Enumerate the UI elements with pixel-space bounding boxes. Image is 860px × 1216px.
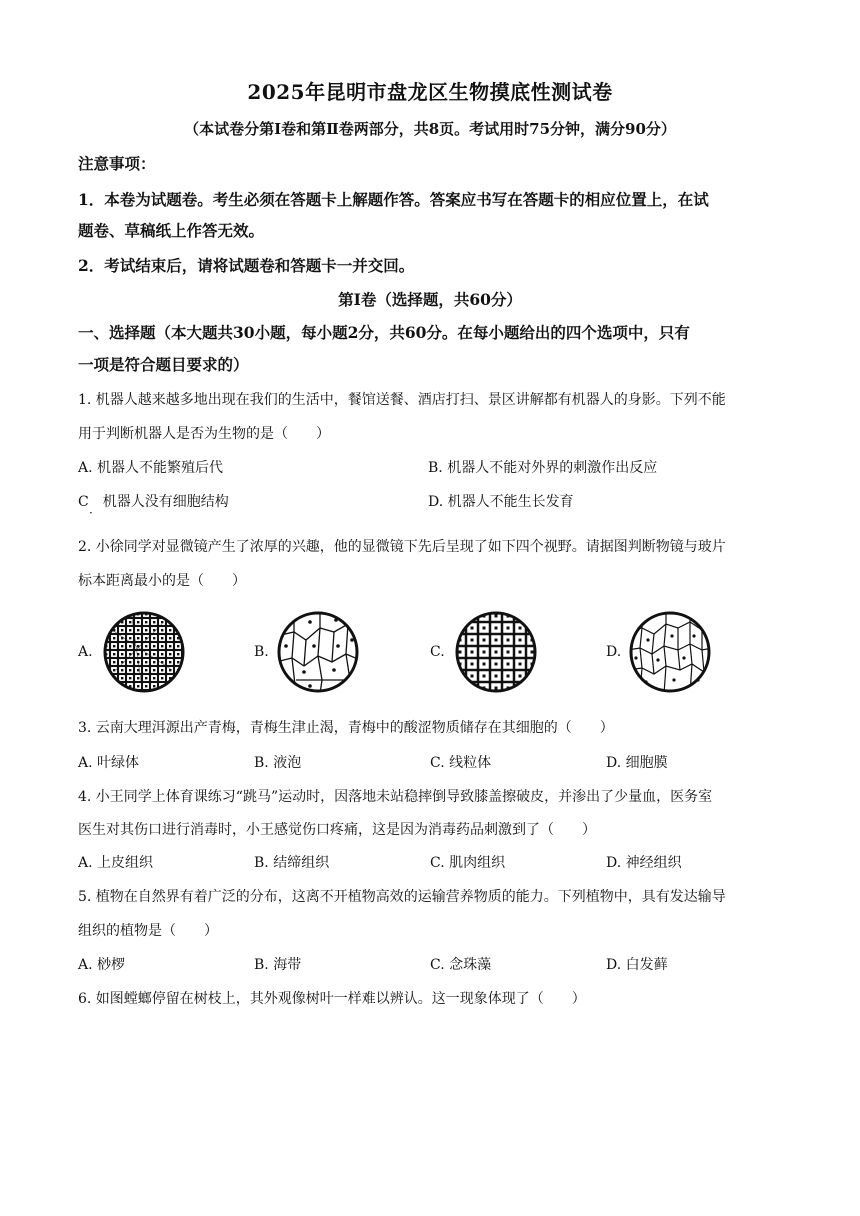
q2-stem-line-1: 2. 小徐同学对显微镜产生了浓厚的兴趣，他的显微镜下先后呈现了如下四个视野。请据图判断物镜与玻片 <box>78 539 726 555</box>
q3-option-b: B. 液泡 <box>254 755 302 771</box>
q4-option-a: A. 上皮组织 <box>78 855 154 871</box>
q1-option-c: C 机器人没有细胞结构 <box>78 494 229 510</box>
section-1-line-1: 一、选择题（本大题共30小题，每小题2分，共60分。在每小题给出的四个选项中，只有 <box>78 323 690 342</box>
notice-item-1-line-2: 题卷、草稿纸上作答无效。 <box>78 221 265 240</box>
q2-stem-line-2: 标本距离最小的是（ ） <box>78 573 246 589</box>
q5-option-b: B. 海带 <box>254 957 302 973</box>
notice-item-1-line-1: 1．本卷为试题卷。考生必须在答题卡上解题作答。答案应书写在答题卡的相应位置上，在试 <box>78 190 709 209</box>
q3-stem-line-1: 3. 云南大理洱源出产青梅，青梅生津止渴，青梅中的酸涩物质储存在其细胞的（ ） <box>78 720 614 736</box>
q1-option-a: A. 机器人不能繁殖后代 <box>78 460 224 476</box>
microscope-view-d <box>628 610 712 694</box>
q1-option-b: B. 机器人不能对外界的刺激作出反应 <box>428 460 658 476</box>
q1-option-c-dot: · <box>89 506 93 520</box>
notice-item-2: 2．考试结束后，请将试题卷和答题卡一并交回。 <box>78 256 415 275</box>
q4-option-c: C. 肌肉组织 <box>430 855 506 871</box>
microscope-view-b <box>276 610 360 694</box>
q5-stem-line-2: 组织的植物是（ ） <box>78 923 218 939</box>
q4-option-d: D. 神经组织 <box>606 855 682 871</box>
q3-option-d: D. 细胞膜 <box>606 755 668 771</box>
q5-option-a: A. 桫椤 <box>78 957 126 973</box>
q1-option-d: D. 机器人不能生长发育 <box>428 494 574 510</box>
q2-option-c-label: C. <box>430 644 445 660</box>
q1-stem-line-2: 用于判断机器人是否为生物的是（ ） <box>78 426 330 442</box>
microscope-view-a <box>102 610 186 694</box>
section-1-line-2: 一项是符合题目要求的） <box>78 355 249 374</box>
q2-option-b-label: B. <box>254 644 269 660</box>
q1-stem-line-1: 1. 机器人越来越多地出现在我们的生活中，餐馆送餐、酒店打扫、景区讲解都有机器人的身影。下列不能 <box>78 392 726 408</box>
microscope-view-c <box>454 610 538 694</box>
q6-stem-line-1: 6. 如图螳螂停留在树枝上，其外观像树叶一样难以辨认。这一现象体现了（ ） <box>78 991 586 1007</box>
q5-option-c: C. 念珠藻 <box>430 957 492 973</box>
page-title: 2025年昆明市盘龙区生物摸底性测试卷 <box>247 80 613 104</box>
q4-option-b: B. 结缔组织 <box>254 855 330 871</box>
q3-option-a: A. 叶绿体 <box>78 755 140 771</box>
q2-option-d-label: D. <box>606 644 622 660</box>
q2-option-a-label: A. <box>78 644 93 660</box>
q4-stem-line-2: 医生对其伤口进行消毒时，小王感觉伤口疼痛，这是因为消毒药品刺激到了（ ） <box>78 822 596 838</box>
q3-option-c: C. 线粒体 <box>430 755 492 771</box>
part-1-heading: 第Ⅰ卷（选择题，共60分） <box>338 290 522 309</box>
notice-heading: 注意事项： <box>78 154 156 173</box>
page-subtitle: （本试卷分第Ⅰ卷和第Ⅱ卷两部分，共8页。考试用时75分钟，满分90分） <box>184 120 676 138</box>
q5-option-d: D. 白发藓 <box>606 957 668 973</box>
q4-stem-line-1: 4. 小王同学上体育课练习“跳马”运动时，因落地未站稳摔倒导致膝盖擦破皮，并渗出了少量血，医务室 <box>78 789 713 805</box>
q5-stem-line-1: 5. 植物在自然界有着广泛的分布，这离不开植物高效的运输营养物质的能力。下列植物中，具有发达输导 <box>78 889 726 905</box>
